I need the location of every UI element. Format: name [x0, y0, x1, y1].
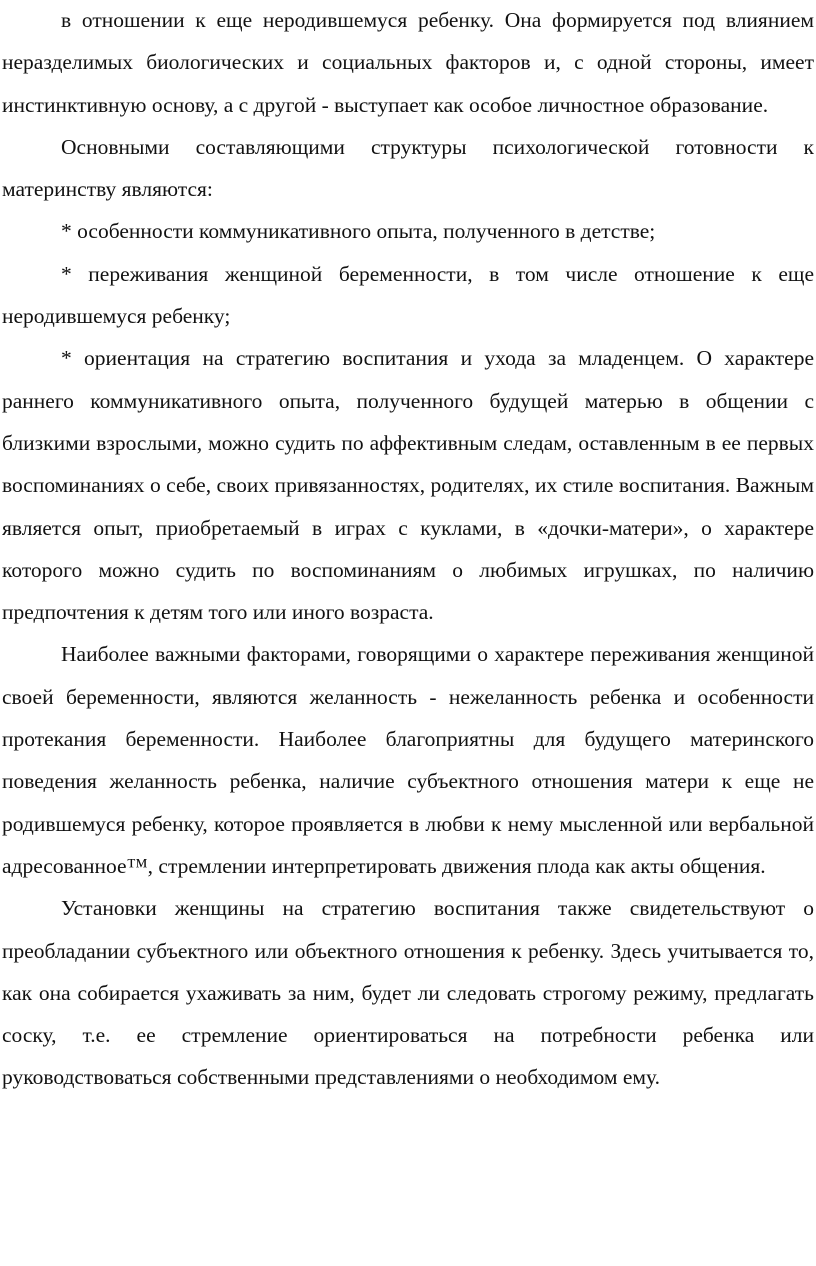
paragraph-1: в отношении к еще неродившемуся ребенку. Она формируется под влиянием неразделимых биологических и социальных факторов и, с одной стороны, имеет инстинктивную основу, а с другой - выступает как особое личностное образование. [2, 8, 814, 117]
list-item-1: * особенности коммуникативного опыта, полученного в детстве; [61, 219, 656, 244]
list-item-2: * переживания женщиной беременности, в том числе отношение к еще неродившемуся ребенку; [2, 261, 814, 329]
list-item-3: * ориентация на стратегию воспитания и ухода за младенцем. О характере раннего коммуникативного опыта, полученного будущей матерью в общении с близкими взрослыми, можно судить по аффективным следам, оставленным в ее первых воспоминаниях о себе, своих привязанностях, родителях, их стиле воспитания. Важным является опыт, приобретаемый в играх с куклами, в «дочки-матери», о характере которого можно судить по воспоминаниям о любимых игрушках, по наличию предпочтения к детям того или иного возраста. [2, 346, 814, 625]
paragraph-4: Установки женщины на стратегию воспитания также свидетельствуют о преобладании субъектного или объектного отношения к ребенку. Здесь учитывается то, как она собирается ухаживать за ним, будет ли следовать строгому режиму, предлагать соску, т.е. ее стремление ориентироваться на потребности ребенка или руководствоваться собственными представлениями о необходимом ему. [2, 896, 814, 1090]
paragraph-2: Основными составляющими структуры психологической готовности к материнству являются: [2, 134, 814, 202]
paragraph-3: Наиболее важными факторами, говорящими о характере переживания женщиной своей беременности, являются желанность - нежеланность ребенка и особенности протекания беременности. Наиболее благоприятны для будущего материнского поведения желанность ребенка, наличие субъектного отношения матери к еще не родившемуся ребенку, которое проявляется в любви к нему мысленной или вербальной адресованное™, стремлении интерпретировать движения плода как акты общения. [2, 642, 814, 878]
